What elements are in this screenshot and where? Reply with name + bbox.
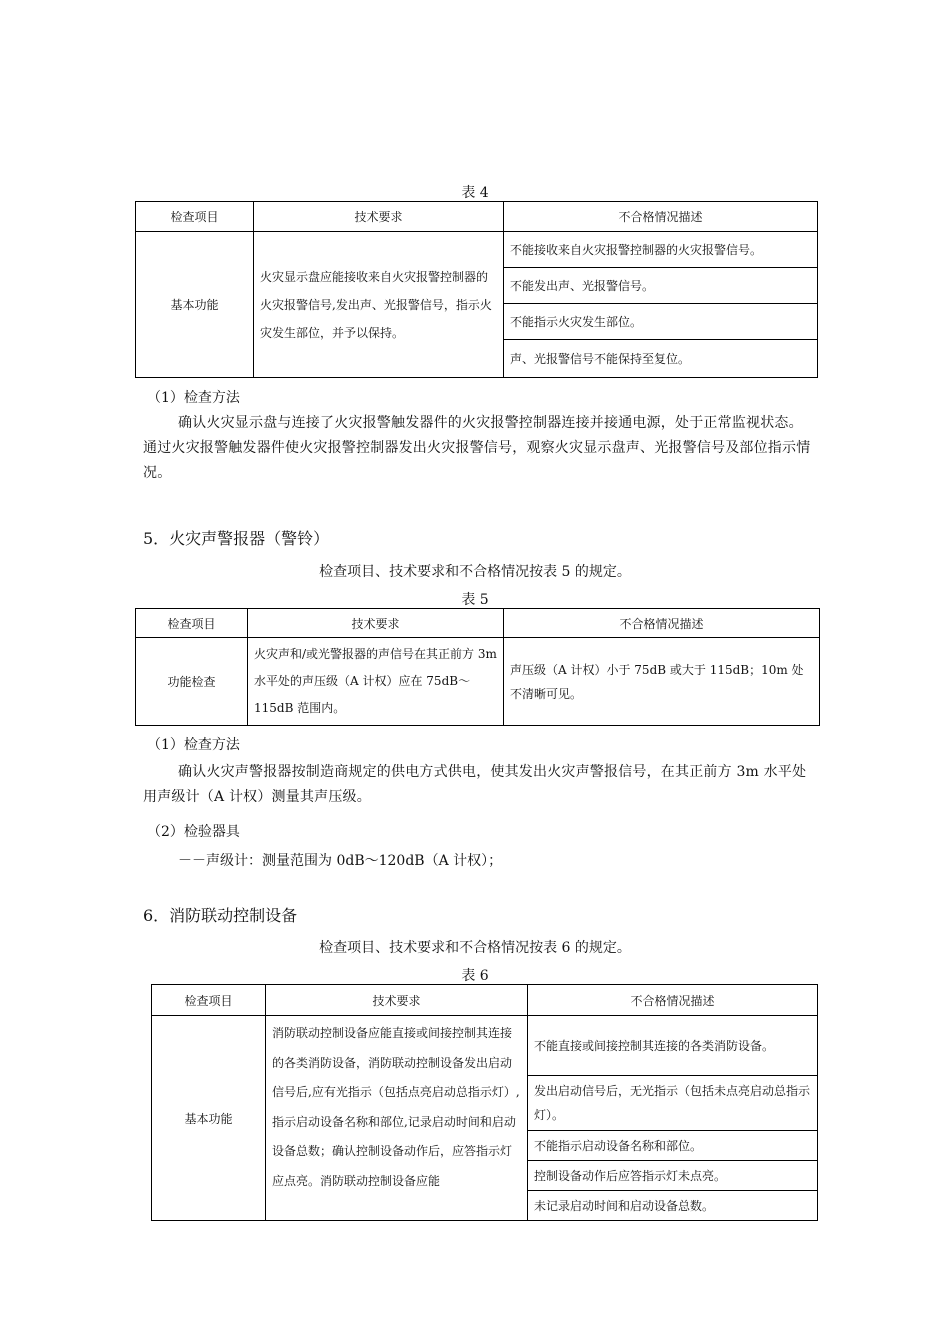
section5-intro: 检查项目、技术要求和不合格情况按表 5 的规定。 <box>319 564 631 580</box>
table6-header-requirement: 技术要求 <box>266 985 528 1016</box>
table6-failure: 不能指示启动设备名称和部位。 <box>528 1131 818 1161</box>
table5-header-failure: 不合格情况描述 <box>504 609 820 638</box>
table4-failure: 声、光报警信号不能保持至复位。 <box>504 340 818 378</box>
section6-intro: 检查项目、技术要求和不合格情况按表 6 的规定。 <box>319 940 631 956</box>
table5-caption: 表 5 <box>461 592 489 608</box>
table4-header-item: 检查项目 <box>136 202 254 232</box>
table4-item: 基本功能 <box>136 232 254 378</box>
table4-caption: 表 4 <box>461 185 489 201</box>
table6-header-item: 检查项目 <box>152 985 266 1016</box>
table4-failure: 不能接收来自火灾报警控制器的火灾报警信号。 <box>504 232 818 268</box>
method-paragraph: 确认火灾显示盘与连接了火灾报警触发器件的火灾报警控制器连接并接通电源，处于正常监视状态。通过火灾报警触发器件使火灾报警控制器发出火灾报警信号，观察火灾显示盘声、光报警信号及部位指示情况。 <box>143 415 811 481</box>
section5-method-label: （1）检查方法 <box>147 737 240 753</box>
table5-header-item: 检查项目 <box>136 609 248 638</box>
table6-caption: 表 6 <box>461 968 489 984</box>
table6-header-failure: 不合格情况描述 <box>528 985 818 1016</box>
table4-header-failure: 不合格情况描述 <box>504 202 818 232</box>
table6-failure: 控制设备动作后应答指示灯未点亮。 <box>528 1161 818 1191</box>
section5-method-paragraph: 确认火灾声警报器按制造商规定的供电方式供电，使其发出火灾声警报信号，在其正前方 3m 水平处用声级计（A 计权）测量其声压级。 <box>143 764 807 805</box>
table5 <box>135 608 820 726</box>
method-label: （1）检查方法 <box>147 390 240 406</box>
table5-failure: 声压级（A 计权）小于 75dB 或大于 115dB；10m 处不清晰可见。 <box>504 638 820 726</box>
table4 <box>135 201 818 378</box>
table5-item: 功能检查 <box>136 638 248 726</box>
table5-requirement: 火灾声和/或光警报器的声信号在其正前方 3m 水平处的声压级（A 计权）应在 75dB～115dB 范围内。 <box>248 638 504 726</box>
table4-failure: 不能指示火灾发生部位。 <box>504 304 818 340</box>
table4-header-requirement: 技术要求 <box>254 202 504 232</box>
section6-title: 6．消防联动控制设备 <box>143 906 298 925</box>
table4-failure: 不能发出声、光报警信号。 <box>504 268 818 304</box>
section5-title: 5．火灾声警报器（警铃） <box>143 529 330 548</box>
section5-tools-label: （2）检验器具 <box>147 824 240 840</box>
table5-header-requirement: 技术要求 <box>248 609 504 638</box>
table6-failure: 发出启动信号后，无光指示（包括未点亮启动总指示灯）。 <box>528 1076 818 1131</box>
table6-requirement: 消防联动控制设备应能直接或间接控制其连接的各类消防设备，消防联动控制设备发出启动信号后,应有光指示（包括点亮启动总指示灯）,指示启动设备名称和部位,记录启动时间和启动设备总数；确认控制设备动作后，应答指示灯应点亮。消防联动控制设备应能 <box>266 1016 528 1221</box>
table6-item: 基本功能 <box>152 1016 266 1221</box>
section5-tools-text: －－声级计：测量范围为 0dB～120dB（A 计权）； <box>178 853 503 869</box>
table6-failure: 不能直接或间接控制其连接的各类消防设备。 <box>528 1016 818 1076</box>
table4-requirement: 火灾显示盘应能接收来自火灾报警控制器的火灾报警信号,发出声、光报警信号，指示火灾发生部位，并予以保持。 <box>254 232 504 378</box>
table6 <box>151 984 818 1221</box>
table6-failure: 未记录启动时间和启动设备总数。 <box>528 1191 818 1221</box>
